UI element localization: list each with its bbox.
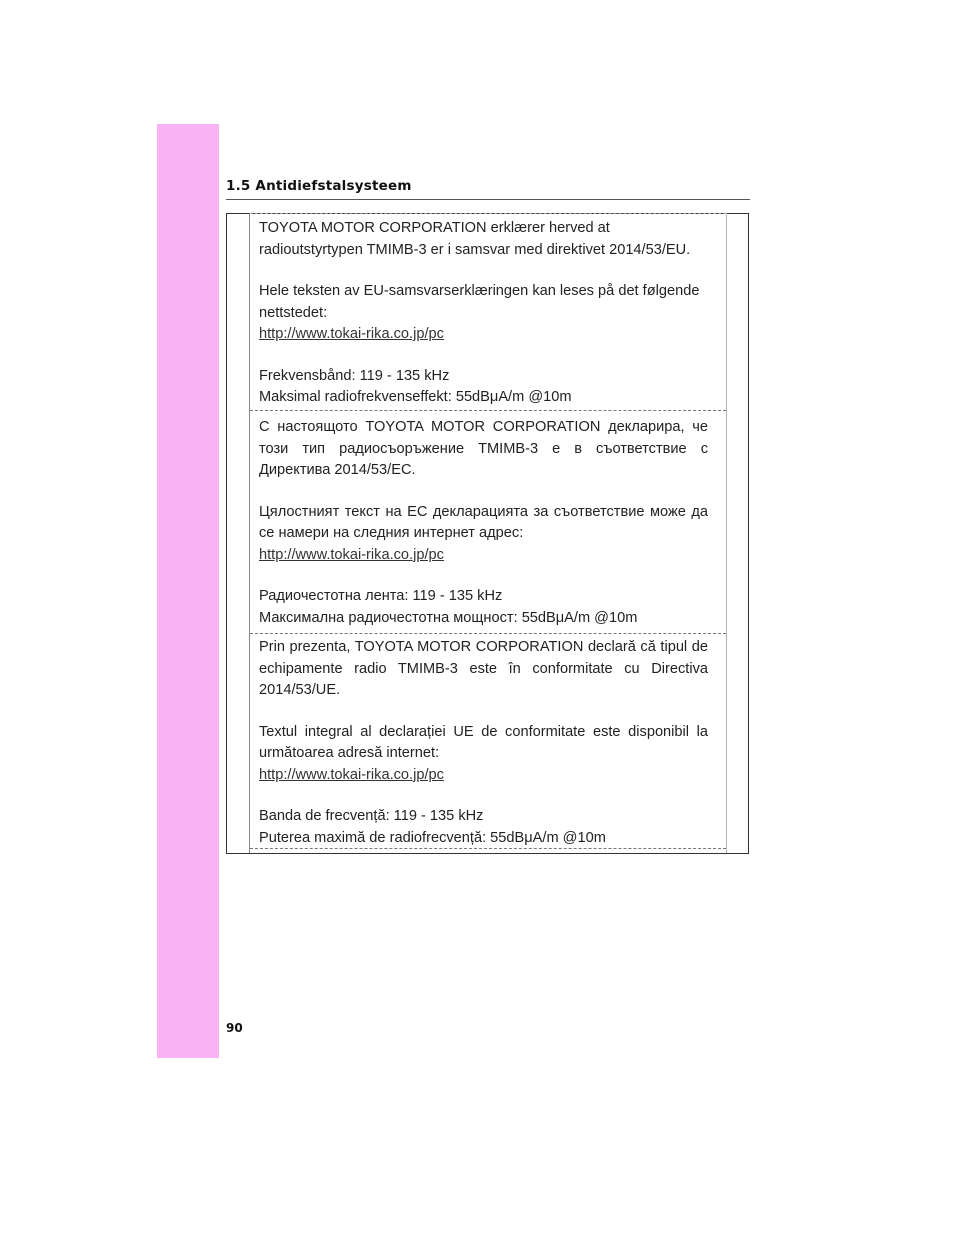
declaration-statement: TOYOTA MOTOR CORPORATION erklærer herved at radioutstyrtypen TMIMB-3 er i samsvar med direktivet 2014/53/EU.	[259, 220, 691, 258]
declaration-scan	[249, 213, 727, 853]
declaration-url-link[interactable]: http://www.tokai-rika.co.jp/pc	[259, 766, 444, 783]
divider	[250, 633, 726, 634]
declaration-romanian	[250, 637, 726, 849]
divider-bottom	[250, 848, 726, 849]
side-tab	[157, 124, 219, 1058]
declaration-url-link[interactable]: http://www.tokai-rika.co.jp/pc	[259, 546, 444, 563]
frequency-band: Радиочестотна лента: 119 - 135 kHz	[259, 588, 503, 604]
declaration-norwegian	[250, 218, 726, 409]
declaration-text-availability: Цялостният текст на ЕС декларацията за съответствие може да се намери на следния интернет адрес:	[259, 503, 708, 541]
max-power: Maksimal radiofrekvenseffekt: 55dBμA/m @10m	[259, 389, 572, 405]
declaration-url-link[interactable]: http://www.tokai-rika.co.jp/pc	[259, 326, 444, 342]
section-title: 1.5 Antidiefstalsysteem	[226, 178, 412, 194]
divider-top	[250, 213, 726, 214]
header-rule	[226, 199, 750, 200]
max-power: Максимална радиочестотна мощност: 55dBμA/m @10m	[259, 609, 638, 626]
divider	[250, 410, 726, 411]
page-number: 90	[226, 1021, 243, 1035]
declaration-statement: С настоящото TOYOTA MOTOR CORPORATION декларира, че този тип радиосъоръжение TMIMB-3 е в съответствие с Директива 2014/53/ЕС.	[259, 419, 708, 478]
max-power: Puterea maximă de radiofrecvență: 55dBμA/m @10m	[259, 829, 606, 846]
declaration-text-availability: Textul integral al declarației UE de conformitate este disponibil la următoarea adresă internet:	[259, 723, 708, 761]
declaration-bulgarian	[250, 417, 726, 629]
frequency-band: Banda de frecvență: 119 - 135 kHz	[259, 808, 484, 824]
declaration-text-availability: Hele teksten av EU-samsvarserklæringen kan leses på det følgende nettstedet:	[259, 283, 700, 321]
frequency-band: Frekvensbånd: 119 - 135 kHz	[259, 367, 450, 384]
declaration-statement: Prin prezenta, TOYOTA MOTOR CORPORATION declară că tipul de echipamente radio TMIMB-3 este în conformitate cu Directiva 2014/53/UE.	[259, 639, 708, 698]
